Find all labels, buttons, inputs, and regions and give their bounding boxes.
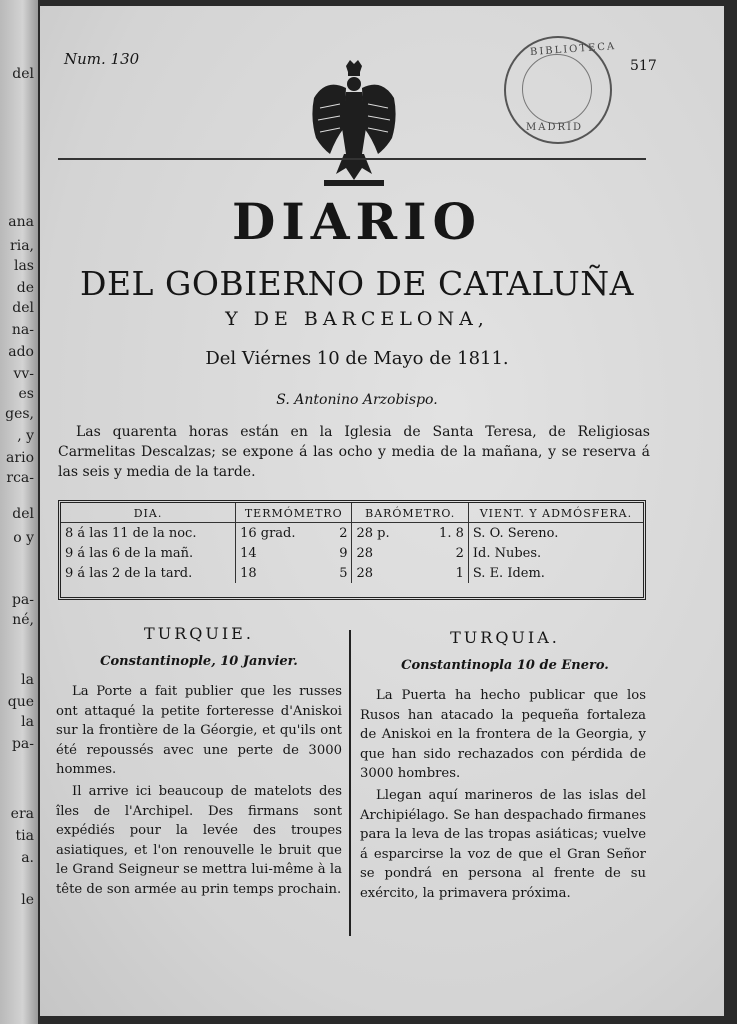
- weather-cell: 5: [328, 563, 352, 583]
- table-row: [61, 543, 643, 563]
- adjacent-page-fragment: del: [12, 506, 34, 522]
- adjacent-page-fragment: o y: [13, 530, 34, 546]
- adjacent-page-fragment: vv-: [13, 366, 34, 382]
- issue-number: Num. 130: [64, 50, 140, 68]
- right-column-body: [360, 686, 646, 906]
- right-paragraph: Llegan aquí marineros de las islas del Archipiélago. Se han despachado firmanes para la leva de las tropas asiáticas; vuelve á esparcirse la voz de que el Gran Señor se pondrá en persona al frente de su exército, la primavera próxima.: [360, 787, 646, 901]
- adjacent-page-fragment: né,: [12, 612, 34, 628]
- weather-cell: 2: [417, 543, 469, 563]
- saint-of-day: S. Antonino Arzobispo.: [276, 392, 438, 408]
- stamp-text-top: BIBLIOTECA: [529, 41, 617, 58]
- adjacent-page-fragment: que: [7, 694, 34, 710]
- adjacent-page-fragment: era: [10, 806, 34, 822]
- right-column-dateline: Constantinopla 10 de Enero.: [401, 658, 609, 673]
- weather-cell: 1. 8: [417, 523, 469, 544]
- left-column-heading: TURQUIE.: [144, 624, 254, 643]
- weather-cell: 28: [356, 565, 374, 581]
- adjacent-page-fragment: tia: [15, 828, 34, 844]
- adjacent-page-fragment: pa-: [11, 592, 34, 608]
- eagle-emblem-icon: [306, 58, 402, 194]
- weather-cell: 28 p.: [356, 525, 390, 541]
- newspaper-page: [40, 6, 724, 1016]
- weather-cell: 2: [328, 523, 352, 544]
- adjacent-page-fragment: a.: [21, 850, 34, 866]
- left-paragraph: La Porte a fait publier que les russes ont attaqué la petite forteresse d'Aniskoi sur la frontière de la Géorgie, et qu'ils ont été repoussés avec une perte de 3000 hommes.: [56, 684, 342, 778]
- adjacent-page-fragment: ario: [6, 450, 34, 466]
- weather-header-dia: DIA.: [61, 503, 236, 523]
- adjacent-page-fragment: las: [13, 258, 34, 274]
- stamp-inner-ring: [522, 54, 592, 124]
- weather-cell: 14: [240, 545, 257, 561]
- weather-cell: 9: [328, 543, 352, 563]
- adjacent-page-fragment: na-: [11, 322, 34, 338]
- weather-header-viento: VIENT. Y ADMÓSFERA.: [468, 503, 643, 523]
- adjacent-page-fragment: ana: [8, 214, 34, 230]
- weather-header-termometro: TERMÓMETRO: [236, 503, 352, 523]
- masthead-subtitle-2: Y DE BARCELONA,: [225, 308, 489, 330]
- adjacent-page-fragment: ado: [8, 344, 34, 360]
- weather-cell: Id. Nubes.: [472, 545, 542, 561]
- column-divider: [349, 630, 351, 936]
- weather-cell: 8 á las 11 de la noc.: [61, 523, 236, 544]
- header-rule: [58, 158, 646, 160]
- adjacent-page-fragment: ges,: [5, 406, 34, 422]
- weather-header-barometro: BARÓMETRO.: [352, 503, 468, 523]
- adjacent-page-fragment: la: [21, 714, 34, 730]
- weather-cell: 28: [356, 545, 374, 561]
- adjacent-page-fragment: del: [12, 66, 34, 82]
- masthead-title: DIARIO: [231, 192, 483, 251]
- weather-cell: S. E. Idem.: [472, 565, 545, 581]
- weather-table: [58, 500, 646, 600]
- right-column-heading: TURQUIA.: [450, 628, 560, 647]
- issue-date: Del Viérnes 10 de Mayo de 1811.: [205, 348, 509, 369]
- table-row: [61, 563, 643, 583]
- page-number: 517: [630, 58, 657, 74]
- adjacent-page-fragment: ria,: [10, 238, 34, 254]
- stamp-text-bottom: MADRID: [526, 122, 583, 133]
- right-paragraph: La Puerta ha hecho publicar que los Rusos han atacado la pequeña fortaleza de Aniskoi en la frontera de la Georgia, y que han sido rechazados con pérdida de 3000 hombres.: [360, 688, 646, 782]
- adjacent-page-fragment: pa-: [11, 736, 34, 752]
- adjacent-page-fragment: del: [12, 300, 34, 316]
- adjacent-page-fragment: de: [16, 280, 34, 296]
- weather-cell: 1: [417, 563, 469, 583]
- weather-cell: S. O. Sereno.: [472, 525, 559, 541]
- weather-cell: 9 á las 2 de la tard.: [61, 563, 236, 583]
- adjacent-page-fragment: es: [18, 386, 34, 402]
- library-stamp: [504, 36, 617, 144]
- table-row: [61, 523, 643, 544]
- adjacent-page-fragment: le: [21, 892, 34, 908]
- masthead-subtitle: DEL GOBIERNO DE CATALUÑA: [80, 264, 634, 303]
- left-column-body: [56, 682, 342, 902]
- adjacent-page-fragment: , y: [17, 428, 34, 444]
- adjacent-page-strip: [0, 0, 38, 1024]
- weather-cell: 16 grad.: [240, 525, 296, 541]
- religious-notice: Las quarenta horas están en la Iglesia de Santa Teresa, de Religiosas Carmelitas Descalzas; se expone á las ocho y media de la mañana, y se reserva á las seis y media de la tarde.: [58, 424, 650, 480]
- left-paragraph: Il arrive ici beaucoup de matelots des îles de l'Archipel. Des firmans sont expédiés pour la levée des troupes asiatiques, et l'on renouvelle le bruit que le Grand Seigneur se mettra lui-même à la tête de son armée au prin temps prochain.: [56, 783, 342, 897]
- left-column-dateline: Constantinople, 10 Janvier.: [100, 654, 298, 669]
- adjacent-page-fragment: rca-: [6, 470, 34, 486]
- weather-cell: 18: [240, 565, 257, 581]
- weather-cell: 9 á las 6 de la mañ.: [61, 543, 236, 563]
- adjacent-page-fragment: la: [21, 672, 34, 688]
